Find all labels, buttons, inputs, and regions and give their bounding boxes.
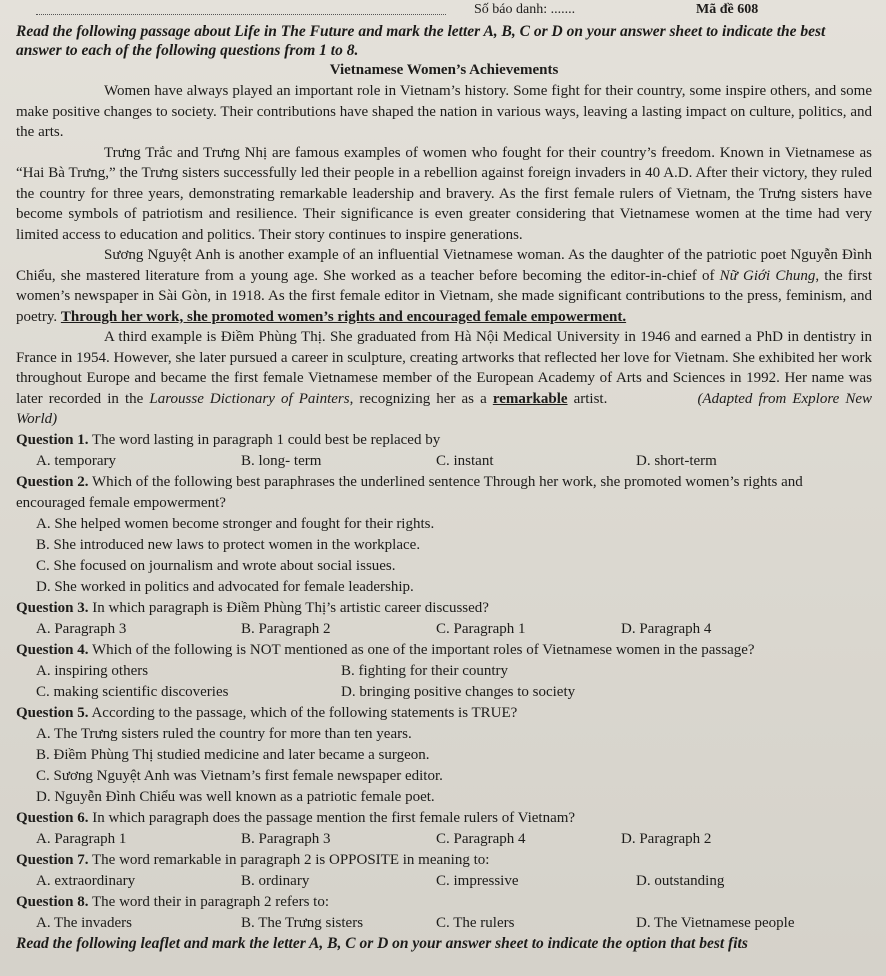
q7-option-b[interactable]: B. ordinary — [241, 872, 310, 889]
question-6-text: In which paragraph does the passage mention the first female rulers of Vietnam? — [92, 809, 576, 826]
question-8-label: Question 8. — [16, 893, 89, 910]
question-8 — [16, 892, 872, 913]
paragraph-2: Trưng Trắc and Trưng Nhị are famous examples of women who fought for their country’s freedom. Known in Vietnamese as “Hai Bà Trưng,” the Trưng sisters successfully led their people in a rebellion against foreign invaders in 40 A.D. After their victory, they ruled the country for three years, demonstrating remarkable leadership and bravery. As the first female rulers of Vietnam, the Trưng sisters have become symbols of patriotism and resilience. Their significance is even greater considering that Vietnamese women at the time had very limited access to education and politics. Their story continues to inspire generations. — [16, 144, 872, 243]
exam-code: Mã đề 608 — [696, 2, 759, 17]
p3-newspaper-name: Nữ Giới Chung — [719, 267, 816, 284]
p4-text-b: , recognizing her as a — [349, 390, 493, 407]
question-5 — [16, 703, 872, 724]
question-1-options — [16, 451, 872, 472]
question-3 — [16, 598, 872, 619]
section-instruction: Read the following passage about Life in The Future and mark the letter A, B, C or D on your answer sheet to indicate the best answer to each of the following questions from 1 to 8. — [16, 23, 826, 59]
question-6-options — [16, 829, 872, 850]
exam-header — [16, 0, 872, 22]
question-4-options-row-2 — [16, 682, 872, 703]
q6-option-a[interactable]: A. Paragraph 1 — [36, 830, 127, 847]
p4-text-a: A third example is Điềm Phùng Thị. She graduated from Hà Nội Medical University in 1946 and earned a PhD in dentistry in France in 1954. However, she later pursued a career in sculpture, creating artworks that reflected her love for Vietnam. She exhibited her work throughout Europe and became the first female Vietnamese member of the European Academy of Arts and Sciences in 1992. Her name was later recorded in the — [16, 329, 872, 407]
paragraph-1: Women have always played an important role in Vietnam’s history. Some fight for their country, some inspire others, and some make positive changes to society. Their contributions have shaped the nation in various ways, leaving a lasting impact on culture, politics, and the arts. — [16, 83, 872, 140]
question-5-label: Question 5. — [16, 704, 89, 721]
p4-underlined-word: remarkable — [492, 390, 568, 407]
question-3-options — [16, 619, 872, 640]
q5-option-b[interactable]: B. Điềm Phùng Thị studied medicine and later became a surgeon. — [36, 746, 430, 763]
q8-option-b[interactable]: B. The Trưng sisters — [241, 914, 364, 931]
paragraph-3 — [16, 245, 872, 327]
question-4 — [16, 640, 872, 661]
question-1-text: The word lasting in paragraph 1 could best be replaced by — [92, 431, 441, 448]
p3-text-b: , the first women’s newspaper in Sài Gòn, in 1918. As the first female editor in Vietnam, she made significant contributions to the press, feminism, and poetry. — [16, 267, 872, 325]
q4-option-b[interactable]: B. fighting for their country — [341, 662, 509, 679]
q4-option-a[interactable]: A. inspiring others — [36, 662, 149, 679]
q1-option-d[interactable]: D. short-term — [636, 452, 717, 469]
header-divider — [36, 14, 446, 15]
question-7-label: Question 7. — [16, 851, 89, 868]
question-4-label: Question 4. — [16, 641, 89, 658]
question-3-label: Question 3. — [16, 599, 89, 616]
q2-option-a[interactable]: A. She helped women become stronger and fought for their rights. — [36, 515, 435, 532]
p4-text-c: artist. — [567, 390, 608, 407]
q3-option-c[interactable]: C. Paragraph 1 — [436, 620, 526, 637]
question-5-text: According to the passage, which of the following statements is TRUE? — [91, 704, 518, 721]
q2-option-b[interactable]: B. She introduced new laws to protect women in the workplace. — [36, 536, 421, 553]
q3-option-b[interactable]: B. Paragraph 2 — [241, 620, 331, 637]
question-4-options-row-1 — [16, 661, 872, 682]
question-7-text: The word remarkable in paragraph 2 is OPPOSITE in meaning to: — [92, 851, 490, 868]
q4-option-d[interactable]: D. bringing positive changes to society — [341, 683, 576, 700]
question-4-text: Which of the following is NOT mentioned as one of the important roles of Vietnamese women in the passage? — [92, 641, 755, 658]
q6-option-b[interactable]: B. Paragraph 3 — [241, 830, 331, 847]
q6-option-d[interactable]: D. Paragraph 2 — [621, 830, 712, 847]
question-8-text: The word their in paragraph 2 refers to: — [92, 893, 329, 910]
passage-title: Vietnamese Women’s Achievements — [329, 62, 559, 78]
question-8-options — [16, 913, 872, 934]
question-2-text: Which of the following best paraphrases the underlined sentence Through her work, she promoted women’s rights and encouraged female empowerment? — [16, 473, 803, 511]
question-7-options — [16, 871, 872, 892]
q3-option-a[interactable]: A. Paragraph 3 — [36, 620, 127, 637]
q8-option-a[interactable]: A. The invaders — [36, 914, 132, 931]
question-6 — [16, 808, 872, 829]
q7-option-a[interactable]: A. extraordinary — [36, 872, 136, 889]
next-section-instruction: Read the following leaflet and mark the letter A, B, C or D on your answer sheet to indicate the option that best fits — [16, 934, 748, 952]
q1-option-a[interactable]: A. temporary — [36, 452, 116, 469]
question-3-text: In which paragraph is Điềm Phùng Thị’s artistic career discussed? — [92, 599, 489, 616]
q1-option-b[interactable]: B. long- term — [241, 452, 322, 469]
p3-underlined-sentence: Through her work, she promoted women’s rights and encouraged female empowerment. — [60, 308, 627, 325]
question-6-label: Question 6. — [16, 809, 89, 826]
paragraph-4 — [16, 327, 872, 430]
q1-option-c[interactable]: C. instant — [436, 452, 494, 469]
q5-option-d[interactable]: D. Nguyễn Đình Chiểu was well known as a patriotic female poet. — [36, 788, 435, 805]
question-1 — [16, 430, 872, 451]
q8-option-c[interactable]: C. The rulers — [436, 914, 515, 931]
p4-dictionary-name: Larousse Dictionary of Painters — [149, 390, 350, 407]
p3-text-a: Sương Nguyệt Anh is another example of an influential Vietnamese woman. As the daughter of the patriotic poet Nguyễn Đình Chiểu, she mastered literature from a young age. She worked as a teacher before becoming the editor-in-chief of — [16, 247, 872, 284]
q7-option-c[interactable]: C. impressive — [436, 872, 519, 889]
q6-option-c[interactable]: C. Paragraph 4 — [436, 830, 526, 847]
question-2-label: Question 2. — [16, 473, 89, 490]
q2-option-d[interactable]: D. She worked in politics and advocated for female leadership. — [36, 578, 414, 595]
candidate-number-label: Số báo danh: ....... — [474, 2, 576, 17]
q2-option-c[interactable]: C. She focused on journalism and wrote about social issues. — [36, 557, 396, 574]
passage-source: (Adapted from Explore New World) — [16, 390, 873, 427]
q8-option-d[interactable]: D. The Vietnamese people — [636, 914, 795, 931]
question-7 — [16, 850, 872, 871]
question-1-label: Question 1. — [16, 431, 89, 448]
q3-option-d[interactable]: D. Paragraph 4 — [621, 620, 712, 637]
q4-option-c[interactable]: C. making scientific discoveries — [36, 683, 229, 700]
q5-option-c[interactable]: C. Sương Nguyệt Anh was Vietnam’s first female newspaper editor. — [36, 767, 443, 784]
q5-option-a[interactable]: A. The Trưng sisters ruled the country for more than ten years. — [36, 725, 412, 742]
question-2 — [16, 472, 872, 514]
q7-option-d[interactable]: D. outstanding — [636, 872, 725, 889]
